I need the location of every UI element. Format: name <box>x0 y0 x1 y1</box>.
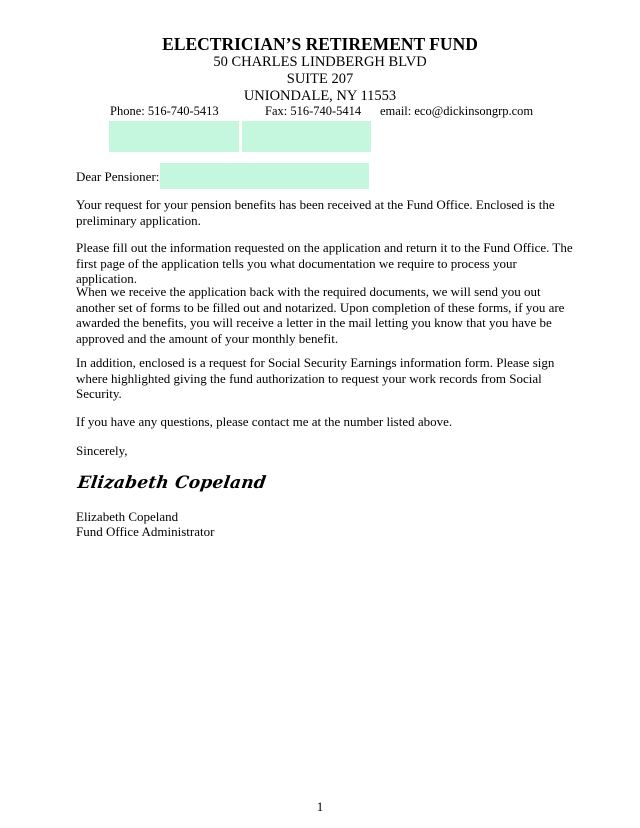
pensioner-name-field[interactable] <box>160 163 369 189</box>
signature: Elizabeth Copeland <box>76 473 268 493</box>
signer-name: Elizabeth Copeland <box>76 509 179 524</box>
paragraph-1: Your request for your pension benefits has been received at the Fund Office. Enclosed is the preliminary application. <box>76 197 555 228</box>
salutation: Dear Pensioner: <box>76 169 160 184</box>
letterhead-title: ELECTRICIAN’S RETIREMENT FUND <box>162 34 478 54</box>
paragraph-5: If you have any questions, please contact me at the number listed above. <box>76 414 453 429</box>
fax-number: Fax: 516-740-5414 <box>265 104 362 118</box>
closing: Sincerely, <box>76 443 128 458</box>
paragraph-2: Please fill out the information requested on the application and return it to the Fund Office. The first page of the application tells you what documentation we require to process your application. <box>76 240 573 286</box>
form-field-2[interactable] <box>242 121 371 152</box>
paragraph-3: When we receive the application back with the required documents, we will send you out another set of forms to be filled out and notarized. Upon completion of these forms, if you are awarded the benefits, you will receive a letter in the mail letting you know that you have be approved and the amount of your monthly benefit. <box>76 284 565 346</box>
page-number: 1 <box>316 799 324 814</box>
paragraph-4: In addition, enclosed is a request for Social Security Earnings information form. Please sign where highlighted giving the fund authorization to request your work records from Social Security. <box>76 355 555 401</box>
address-line-1: 50 CHARLES LINDBERGH BLVD <box>213 54 427 70</box>
email-address: email: eco@dickinsongrp.com <box>380 104 534 118</box>
signer-title: Fund Office Administrator <box>76 524 215 539</box>
address-line-2: SUITE 207 <box>286 71 354 87</box>
form-field-1[interactable] <box>109 121 239 152</box>
phone-number: Phone: 516-740-5413 <box>110 104 219 118</box>
address-line-3: UNIONDALE, NY 11553 <box>243 88 397 104</box>
